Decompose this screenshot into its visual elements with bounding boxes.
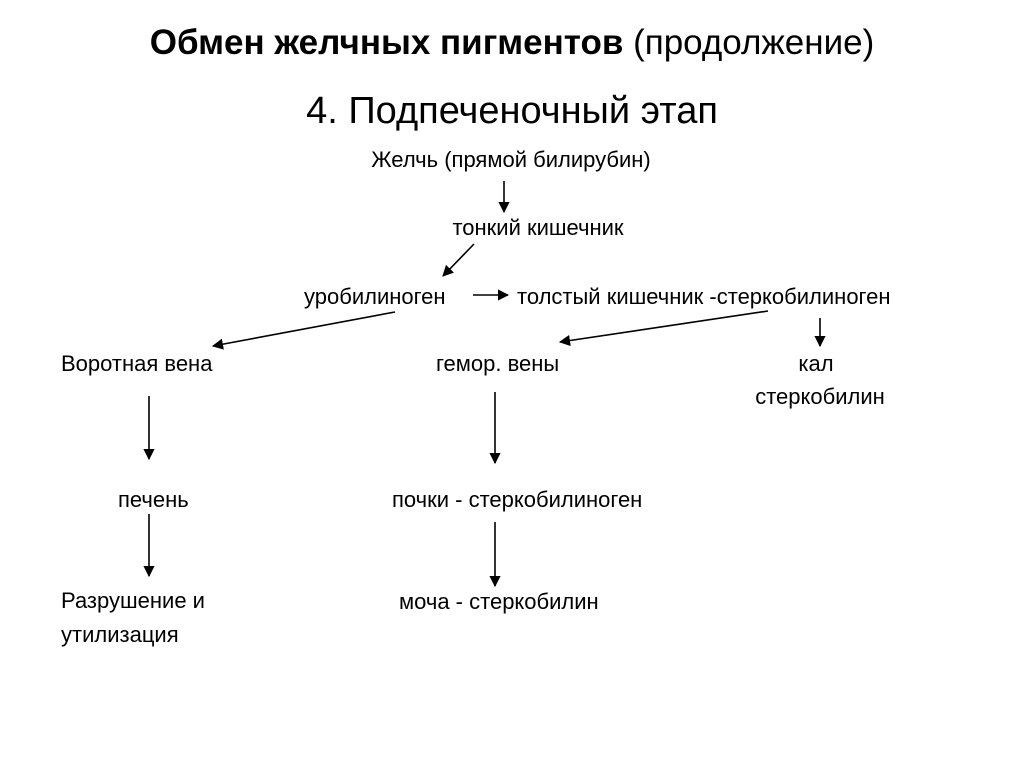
node-urine: моча - стеркобилин [399, 589, 599, 614]
node-destruction: Разрушение и утилизация [61, 588, 205, 647]
node-kidneys: почки - стеркобилиноген [392, 487, 643, 512]
node-stercobilin-feces: стеркобилин [755, 384, 885, 409]
arrow-small-intestine-to-urobilinogen [443, 244, 474, 276]
node-hemorrhoidal-veins: гемор. вены [436, 351, 560, 376]
node-urobilinogen: уробилиноген [304, 284, 446, 309]
node-bile: Желчь (прямой билирубин) [371, 147, 651, 172]
node-feces: кал [798, 351, 834, 376]
node-large-intestine: толстый кишечник -стеркобилиноген [517, 284, 891, 309]
node-portal-vein: Воротная вена [61, 351, 213, 376]
node-liver: печень [118, 487, 189, 512]
title-bold-part: Обмен желчных пигментов [149, 23, 624, 62]
slide-subtitle: 4. Подпеченочный этап [306, 90, 718, 132]
title-normal-part: (продолжение) [623, 23, 875, 62]
node-small-intestine: тонкий кишечник [452, 215, 624, 240]
slide-title [0, 22, 1024, 64]
arrow-large-intestine-to-hemorrhoidal-veins [560, 311, 768, 342]
arrow-urobilinogen-to-portal-vein [213, 312, 395, 346]
